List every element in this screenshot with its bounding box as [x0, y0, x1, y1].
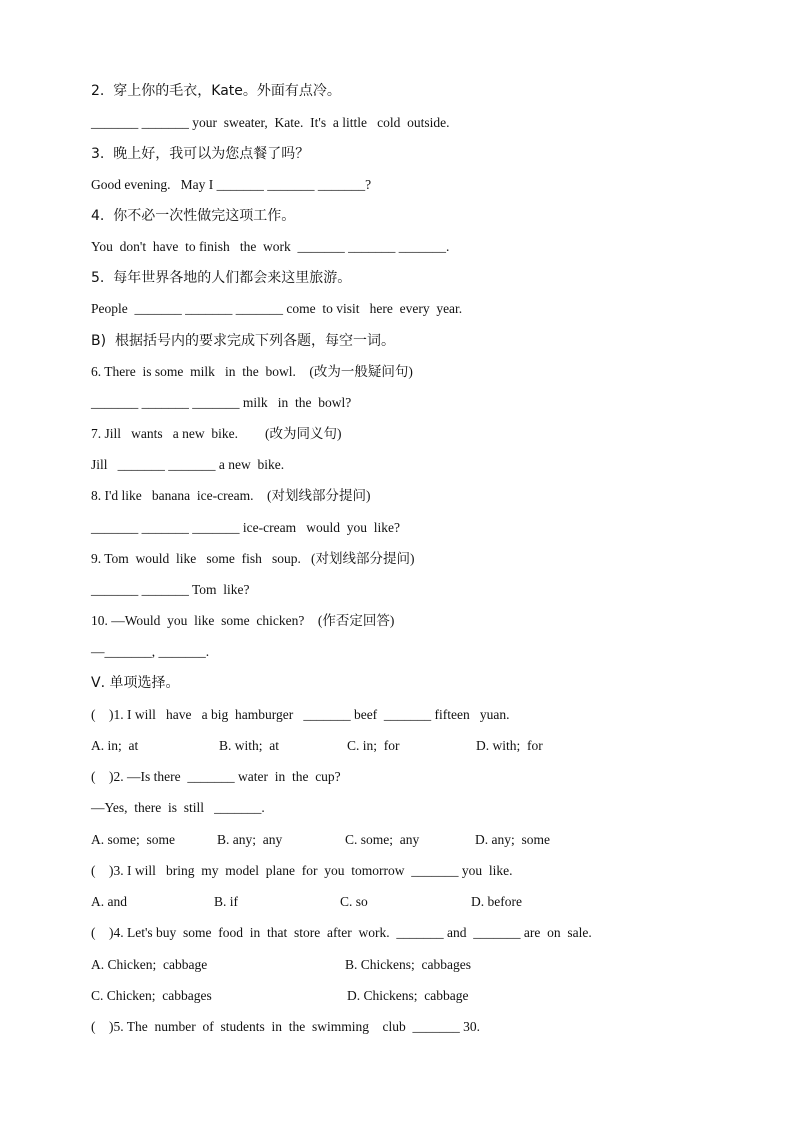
mc-q3-option-b: B. if [214, 894, 239, 909]
q5-english-blanks: People _______ _______ _______ come to visit here every year. [91, 301, 463, 316]
mc-q1-stem: ( )1. I will have a big hamburger _______ beef _______ fifteen yuan. [91, 707, 510, 722]
mc-q1-option-d: D. with; for [476, 738, 543, 753]
mc-q3-stem: ( )3. I will bring my model plane for you tomorrow _______ you like. [91, 863, 513, 878]
q10-sentence: 10. —Would you like some chicken? (作否定回答) [91, 613, 395, 628]
q10-answer-blanks: —_______, _______. [91, 644, 210, 659]
mc-q1-option-c: C. in; for [347, 738, 400, 753]
mc-q2-stem: ( )2. —Is there _______ water in the cup? [91, 769, 341, 784]
mc-q4-option-a: A. Chicken; cabbage [91, 957, 208, 972]
q6-answer-blanks: _______ _______ _______ milk in the bowl? [91, 395, 352, 410]
q2-chinese-prompt: 2. 穿上你的毛衣，Kate。外面有点冷。 [91, 83, 341, 99]
q7-answer-blanks: Jill _______ _______ a new bike. [91, 457, 285, 472]
q8-sentence: 8. I'd like banana ice-cream. (对划线部分提问) [91, 488, 371, 503]
mc-q3-option-a: A. and [91, 894, 127, 909]
q9-sentence: 9. Tom would like some fish soup. (对划线部分提问) [91, 551, 415, 566]
q5-chinese-prompt: 5. 每年世界各地的人们都会来这里旅游。 [91, 270, 352, 286]
mc-q1-option-b: B. with; at [219, 738, 279, 753]
q3-english-blanks: Good evening. May I _______ _______ _______? [91, 177, 372, 192]
mc-q3-option-d: D. before [471, 894, 522, 909]
q4-english-blanks: You don't have to finish the work _______ _______ _______. [91, 239, 450, 254]
mc-q4-option-c: C. Chicken; cabbages [91, 988, 212, 1003]
mc-q4-stem: ( )4. Let's buy some food in that store after work. _______ and _______ are on sale. [91, 925, 592, 940]
section-b-heading: B) 根据括号内的要求完成下列各题，每空一词。 [91, 333, 395, 349]
section-v-heading: Ⅴ. 单项选择。 [91, 675, 180, 691]
q9-answer-blanks: _______ _______ Tom like? [91, 582, 250, 597]
mc-q2-option-d: D. any; some [475, 832, 550, 847]
q2-english-blanks: _______ _______ your sweater, Kate. It's a little cold outside. [91, 115, 450, 130]
mc-q5-stem: ( )5. The number of students in the swimming club _______ 30. [91, 1019, 480, 1034]
mc-q4-option-b: B. Chickens; cabbages [345, 957, 471, 972]
q3-chinese-prompt: 3. 晚上好，我可以为您点餐了吗？ [91, 146, 310, 162]
mc-q2-option-b: B. any; any [217, 832, 283, 847]
q8-answer-blanks: _______ _______ _______ ice-cream would you like? [91, 520, 400, 535]
mc-q3-option-c: C. so [340, 894, 368, 909]
mc-q1-option-a: A. in; at [91, 738, 139, 753]
q7-sentence: 7. Jill wants a new bike. (改为同义句) [91, 426, 342, 441]
mc-q2-option-c: C. some; any [345, 832, 420, 847]
mc-q2-option-a: A. some; some [91, 832, 175, 847]
q6-sentence: 6. There is some milk in the bowl. (改为一般疑问句) [91, 364, 413, 379]
q4-chinese-prompt: 4. 你不必一次性做完这项工作。 [91, 208, 296, 224]
mc-q4-option-d: D. Chickens; cabbage [347, 988, 469, 1003]
mc-q2-stem-reply: —Yes, there is still _______. [91, 800, 265, 815]
